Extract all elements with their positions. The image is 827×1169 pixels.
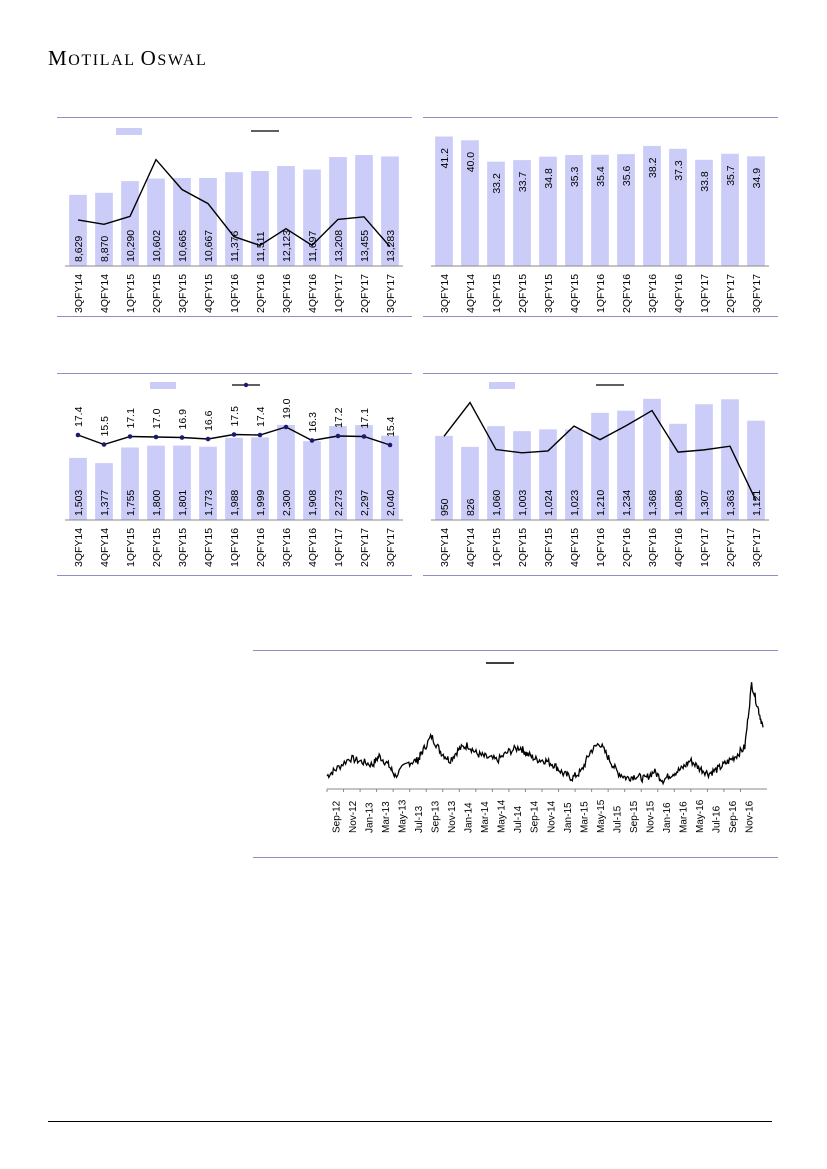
chart3-bottom-rule xyxy=(57,575,412,576)
bar-value-label: 1,377 xyxy=(99,489,111,516)
x-tick-label: 2QFY16 xyxy=(255,527,267,567)
line-value-label: 17.4 xyxy=(255,406,267,427)
x-tick-label: 2QFY15 xyxy=(517,273,529,313)
chart5-bottom-rule xyxy=(253,857,778,858)
x-tick-label: 4QFY14 xyxy=(99,273,111,313)
legend-bar-swatch xyxy=(489,382,515,389)
line-value-label: 19.0 xyxy=(281,398,293,419)
company-logo: MOTILAL OSWAL xyxy=(48,46,208,70)
x-tick-label: Jan-16 xyxy=(662,802,674,833)
x-tick-label: Nov-15 xyxy=(645,800,657,833)
x-tick-label: Mar-13 xyxy=(380,801,392,833)
x-tick-label: Nov-12 xyxy=(347,800,359,833)
x-tick-label: 1QFY16 xyxy=(229,527,241,567)
x-tick-label: Nov-16 xyxy=(744,800,756,833)
x-tick-label: Nov-14 xyxy=(546,800,558,833)
line-point xyxy=(310,438,315,443)
legend-bar-swatch xyxy=(150,382,176,389)
bar-value-label: 1,023 xyxy=(569,489,581,516)
bar-value-label: 1,363 xyxy=(725,489,737,516)
line-value-label: 16.6 xyxy=(203,410,215,431)
line-point xyxy=(180,435,185,440)
bar-value-label: 1,755 xyxy=(125,489,137,516)
bar-value-label: 8,629 xyxy=(73,235,85,262)
bar-value-label: 1,908 xyxy=(307,489,319,516)
line-value-label: 16.9 xyxy=(177,409,189,430)
bar-value-label: 13,283 xyxy=(385,229,397,262)
x-tick-label: 3QFY15 xyxy=(543,527,555,567)
bar-value-label: 10,667 xyxy=(203,229,215,262)
line-value-label: 15.5 xyxy=(99,416,111,437)
line-value-label: 17.5 xyxy=(229,406,241,427)
line-point xyxy=(154,435,159,440)
bar-value-label: 33.7 xyxy=(517,171,529,193)
x-tick-label: Jan-14 xyxy=(463,802,475,833)
bar-value-label: 1,800 xyxy=(151,489,163,516)
line-value-label: 15.4 xyxy=(385,416,397,437)
bar-value-label: 2,297 xyxy=(359,489,371,516)
x-tick-label: 4QFY16 xyxy=(673,527,685,567)
x-tick-label: 2QFY15 xyxy=(151,527,163,567)
legend-line-marker xyxy=(244,383,248,387)
x-tick-label: 2QFY17 xyxy=(359,527,371,567)
x-tick-label: 2QFY16 xyxy=(621,273,633,313)
x-tick-label: 2QFY17 xyxy=(359,273,371,313)
x-tick-label: 4QFY16 xyxy=(307,527,319,567)
x-tick-label: Mar-16 xyxy=(678,801,690,833)
chart2-bottom-rule xyxy=(423,316,778,317)
x-tick-label: 4QFY16 xyxy=(307,273,319,313)
x-tick-label: 3QFY14 xyxy=(439,273,451,313)
x-tick-label: Jul-14 xyxy=(513,805,525,833)
bar-value-label: 41.2 xyxy=(439,148,451,169)
x-tick-label: Jan-15 xyxy=(562,802,574,833)
bar-value-label: 33.8 xyxy=(699,171,711,192)
line-point xyxy=(258,433,263,438)
x-tick-label: 2QFY15 xyxy=(517,527,529,567)
bar-value-label: 1,801 xyxy=(177,489,189,516)
x-tick-label: Nov-13 xyxy=(447,800,459,833)
line-value-label: 17.0 xyxy=(151,408,163,429)
line-point xyxy=(102,442,107,447)
bar-value-label: 12,123 xyxy=(281,229,293,262)
bar-value-label: 40.0 xyxy=(465,151,477,173)
x-tick-label: May-13 xyxy=(397,799,409,833)
x-tick-label: 4QFY15 xyxy=(203,273,215,313)
x-tick-label: 3QFY17 xyxy=(385,273,397,313)
x-tick-label: 4QFY14 xyxy=(465,273,477,313)
x-tick-label: 3QFY15 xyxy=(543,273,555,313)
x-tick-label: 3QFY16 xyxy=(647,273,659,313)
bar-value-label: 1,086 xyxy=(673,489,685,516)
bar-value-label: 2,300 xyxy=(281,489,293,516)
x-tick-label: Sep-12 xyxy=(331,800,343,833)
x-tick-label: Sep-15 xyxy=(628,800,640,833)
chart-pat xyxy=(423,374,778,575)
bar-value-label: 35.6 xyxy=(621,165,633,187)
price-line xyxy=(327,682,763,783)
x-tick-label: 3QFY17 xyxy=(751,273,763,313)
bar-value-label: 11,376 xyxy=(229,230,241,262)
x-tick-label: 3QFY16 xyxy=(281,273,293,313)
x-tick-label: 1QFY15 xyxy=(125,273,137,313)
x-tick-label: 3QFY14 xyxy=(73,273,85,313)
line-point xyxy=(336,434,341,439)
x-tick-label: 2QFY17 xyxy=(725,527,737,567)
line-value-label: 17.2 xyxy=(333,407,345,428)
line-point xyxy=(206,437,211,442)
x-tick-label: 3QFY17 xyxy=(385,527,397,567)
chart-ebitda xyxy=(57,374,412,575)
bar-value-label: 35.3 xyxy=(569,166,581,188)
x-tick-label: 2QFY15 xyxy=(151,273,163,313)
line-point xyxy=(128,434,133,439)
bar-value-label: 1,024 xyxy=(543,489,555,516)
x-tick-label: 2QFY16 xyxy=(255,273,267,313)
x-tick-label: 1QFY16 xyxy=(595,527,607,567)
x-tick-label: 4QFY14 xyxy=(465,527,477,567)
x-tick-label: 3QFY17 xyxy=(751,527,763,567)
x-tick-label: 1QFY17 xyxy=(333,273,345,313)
x-tick-label: 2QFY17 xyxy=(725,273,737,313)
chart-price-trend xyxy=(253,651,778,857)
x-tick-label: 1QFY17 xyxy=(699,273,711,313)
bar-value-label: 34.8 xyxy=(543,168,555,189)
bar-value-label: 1,234 xyxy=(621,489,633,516)
x-tick-label: May-14 xyxy=(496,799,508,833)
chart-volumes xyxy=(57,118,412,316)
x-tick-label: Mar-14 xyxy=(480,801,492,833)
x-tick-label: 1QFY16 xyxy=(229,273,241,313)
x-tick-label: 4QFY15 xyxy=(203,527,215,567)
footer-rule xyxy=(48,1121,772,1122)
x-tick-label: 1QFY16 xyxy=(595,273,607,313)
bar-value-label: 1,999 xyxy=(255,489,267,516)
line-point xyxy=(76,433,81,438)
x-tick-label: Jan-13 xyxy=(364,802,376,833)
bar-value-label: 34.9 xyxy=(751,167,763,189)
bar-value-label: 10,602 xyxy=(151,229,163,262)
bar-value-label: 826 xyxy=(465,498,477,516)
x-tick-label: 3QFY15 xyxy=(177,527,189,567)
x-tick-label: May-15 xyxy=(595,799,607,833)
x-tick-label: 3QFY16 xyxy=(647,527,659,567)
bar-value-label: 1,060 xyxy=(491,489,503,516)
x-tick-label: Sep-13 xyxy=(430,800,442,833)
x-tick-label: 1QFY15 xyxy=(491,527,503,567)
line-value-label: 17.4 xyxy=(73,406,85,427)
bar-value-label: 1,503 xyxy=(73,489,85,516)
bar-value-label: 950 xyxy=(439,498,451,516)
x-tick-label: 2QFY16 xyxy=(621,527,633,567)
x-tick-label: 1QFY15 xyxy=(125,527,137,567)
bar-value-label: 35.7 xyxy=(725,165,737,186)
line-value-label: 16.3 xyxy=(307,412,319,433)
x-tick-label: 3QFY15 xyxy=(177,273,189,313)
bar-value-label: 13,208 xyxy=(333,229,345,262)
bar-value-label: 2,040 xyxy=(385,489,397,516)
chart4-bottom-rule xyxy=(423,575,778,576)
line-value-label: 17.1 xyxy=(359,408,371,429)
x-tick-label: Jul-16 xyxy=(711,805,723,833)
x-tick-label: 4QFY14 xyxy=(99,527,111,567)
line-value-label: 17.1 xyxy=(125,408,137,429)
bar-value-label: 11,697 xyxy=(307,230,319,262)
bar-value-label: 10,665 xyxy=(177,229,189,262)
x-tick-label: 3QFY16 xyxy=(281,527,293,567)
x-tick-label: Sep-14 xyxy=(529,800,541,833)
bar-value-label: 10,290 xyxy=(125,229,137,262)
x-tick-label: Jul-15 xyxy=(612,805,624,833)
x-tick-label: 1QFY17 xyxy=(333,527,345,567)
x-tick-label: 1QFY17 xyxy=(699,527,711,567)
bar-value-label: 1,210 xyxy=(595,489,607,516)
line-point xyxy=(362,434,367,439)
bar-value-label: 33.2 xyxy=(491,173,503,194)
bar-value-label: 1,988 xyxy=(229,489,241,516)
chart-margin xyxy=(423,118,778,316)
line-point xyxy=(284,425,289,430)
bar-value-label: 35.4 xyxy=(595,166,607,187)
bar-value-label: 8,870 xyxy=(99,235,111,262)
x-tick-label: May-16 xyxy=(695,799,707,833)
x-tick-label: 4QFY15 xyxy=(569,527,581,567)
x-tick-label: 3QFY14 xyxy=(73,527,85,567)
bar-value-label: 37.3 xyxy=(673,160,685,181)
chart1-bottom-rule xyxy=(57,316,412,317)
legend-bar-swatch xyxy=(116,128,142,135)
bar-value-label: 1,121 xyxy=(751,489,763,516)
x-tick-label: Sep-16 xyxy=(728,800,740,833)
bar-value-label: 13,455 xyxy=(359,229,371,262)
bar-value-label: 1,307 xyxy=(699,489,711,516)
bar-value-label: 38.2 xyxy=(647,157,659,178)
x-tick-label: Mar-15 xyxy=(579,801,591,833)
bar-value-label: 1,003 xyxy=(517,489,529,516)
line-point xyxy=(232,432,237,437)
line-point xyxy=(388,443,393,448)
bar-value-label: 2,273 xyxy=(333,489,345,516)
bar-value-label: 11,511 xyxy=(255,231,267,262)
x-tick-label: 4QFY16 xyxy=(673,273,685,313)
x-tick-label: 1QFY15 xyxy=(491,273,503,313)
x-tick-label: 3QFY14 xyxy=(439,527,451,567)
x-tick-label: 4QFY15 xyxy=(569,273,581,313)
x-tick-label: Jul-13 xyxy=(413,805,425,833)
bar-value-label: 1,773 xyxy=(203,489,215,516)
bar-value-label: 1,368 xyxy=(647,489,659,516)
